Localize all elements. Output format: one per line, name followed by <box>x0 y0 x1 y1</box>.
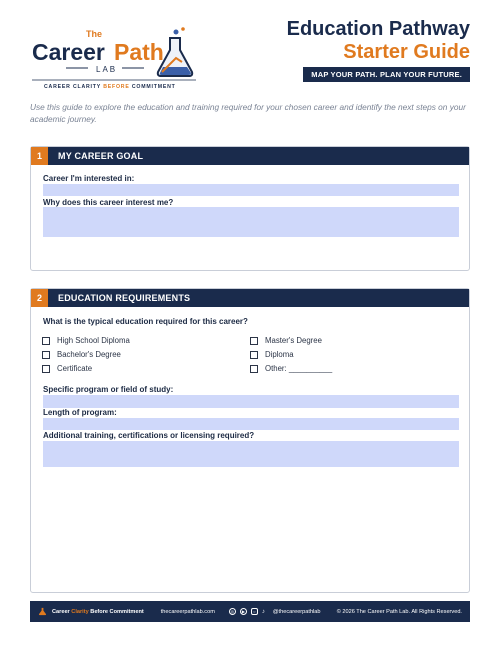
instagram-icon[interactable]: ○ <box>251 608 258 615</box>
logo-the: The <box>86 29 103 39</box>
social-icons <box>229 608 265 615</box>
section-header <box>31 147 469 165</box>
checkbox[interactable] <box>42 351 50 359</box>
career-interest-field[interactable] <box>43 184 459 196</box>
checkbox[interactable] <box>250 351 258 359</box>
footer-website-link[interactable]: thecareerpathlab.com <box>160 608 215 615</box>
length-label: Length of program: <box>43 408 117 417</box>
career-interest-label: Career I'm interested in: <box>43 174 135 183</box>
tiktok-icon[interactable]: ♪ <box>261 608 265 615</box>
option-high-school-diploma[interactable]: High School Diploma <box>42 336 130 345</box>
title-line2: Starter Guide <box>343 41 470 63</box>
title-line1: Education Pathway <box>286 18 470 40</box>
option-bachelors-degree[interactable]: Bachelor's Degree <box>42 350 121 359</box>
career-path-lab-logo <box>30 26 198 96</box>
why-career-label: Why does this career interest me? <box>43 198 174 207</box>
checkbox[interactable] <box>42 365 50 373</box>
section-education-requirements <box>30 288 470 593</box>
section-title: EDUCATION REQUIREMENTS <box>58 293 191 303</box>
option-certificate[interactable]: Certificate <box>42 364 92 373</box>
program-label: Specific program or field of study: <box>43 385 174 394</box>
section-number: 1 <box>31 147 48 165</box>
why-career-field[interactable] <box>43 207 459 237</box>
header-tagline: MAP YOUR PATH. PLAN YOUR FUTURE. <box>303 67 470 82</box>
social-handle[interactable]: @thecareerpathlab <box>272 608 321 615</box>
section-number: 2 <box>31 289 48 307</box>
globe-icon[interactable]: ◎ <box>230 609 235 614</box>
youtube-icon[interactable]: ▶ <box>241 609 245 614</box>
flask-icon <box>38 607 47 616</box>
section-career-goal <box>30 146 470 271</box>
program-field[interactable] <box>43 395 459 408</box>
footer-bar <box>30 601 470 622</box>
copyright: © 2026 The Career Path Lab. All Rights Reserved. <box>336 608 462 615</box>
section-title: MY CAREER GOAL <box>58 151 144 161</box>
intro-text: Use this guide to explore the education and training required for your chosen career and identify the next steps on your academic journey. <box>30 102 466 124</box>
checkbox[interactable] <box>250 337 258 345</box>
section-header <box>31 289 469 307</box>
page-title <box>287 18 470 64</box>
logo-lab: LAB <box>96 65 118 74</box>
logo-career: Career <box>32 39 105 65</box>
length-field[interactable] <box>43 418 459 430</box>
option-masters-degree[interactable]: Master's Degree <box>250 336 322 345</box>
logo-path: Path <box>114 39 164 65</box>
checkbox[interactable] <box>250 365 258 373</box>
footer-tagline: Career Clarity Before Commitment <box>52 608 144 615</box>
svg-text:CAREER CLARITY BEFORE: CAREER CLARITY BEFORE COMMITMENT <box>44 84 176 90</box>
additional-training-label: Additional training, certifications or licensing required? <box>43 431 255 440</box>
additional-training-field[interactable] <box>43 441 459 467</box>
option-diploma[interactable]: Diploma <box>250 350 294 359</box>
checkbox[interactable] <box>42 337 50 345</box>
education-question: What is the typical education required for this career? <box>43 317 248 326</box>
option-other[interactable]: Other: __________ <box>250 364 332 373</box>
